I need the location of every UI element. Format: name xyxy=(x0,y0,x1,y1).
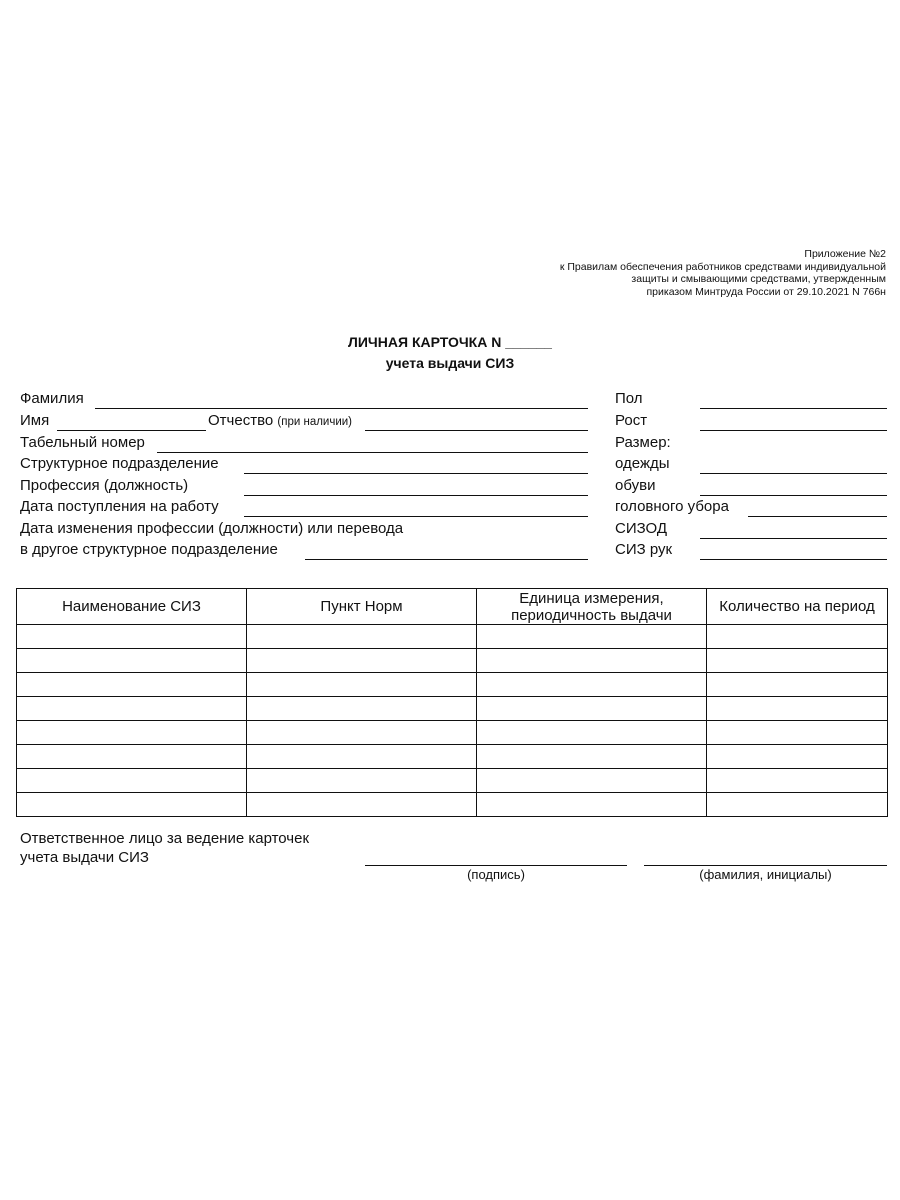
shoes-size-field[interactable] xyxy=(700,495,887,496)
table-cell[interactable] xyxy=(247,745,477,769)
size-label: Размер: xyxy=(615,434,671,451)
headwear-size-label: головного убора xyxy=(615,498,729,515)
table-cell[interactable] xyxy=(17,793,247,817)
appendix-note xyxy=(560,248,886,298)
table-cell[interactable] xyxy=(477,625,707,649)
table-cell[interactable] xyxy=(17,697,247,721)
table-cell[interactable] xyxy=(247,721,477,745)
table-cell[interactable] xyxy=(247,769,477,793)
column-header-unit-frequency: Единица измерения, периодичность выдачи xyxy=(477,589,707,625)
table-row xyxy=(17,625,888,649)
table-cell[interactable] xyxy=(707,721,888,745)
table-cell[interactable] xyxy=(17,721,247,745)
appendix-line-2: к Правилам обеспечения работников средствами индивидуальной xyxy=(559,260,886,273)
full-name-caption: (фамилия, инициалы) xyxy=(699,867,832,882)
table-row xyxy=(17,745,888,769)
hands-size-label: СИЗ рук xyxy=(615,541,673,558)
table-cell[interactable] xyxy=(247,673,477,697)
table-cell[interactable] xyxy=(707,673,888,697)
appendix-line-1: Приложение №2 xyxy=(804,248,886,260)
change-date-label-line-1: Дата изменения профессии (должности) или перевода xyxy=(20,520,404,537)
table-row xyxy=(17,697,888,721)
signature-caption: (подпись) xyxy=(467,867,525,882)
ppe-table xyxy=(16,588,888,817)
card-title: ЛИЧНАЯ КАРТОЧКА N ______ xyxy=(348,334,552,350)
table-cell[interactable] xyxy=(477,649,707,673)
name-field[interactable] xyxy=(57,430,206,431)
clothes-size-field[interactable] xyxy=(700,473,887,474)
column-header-ppe-name: Наименование СИЗ xyxy=(17,589,247,625)
respiratory-size-field[interactable] xyxy=(700,538,887,539)
table-cell[interactable] xyxy=(477,769,707,793)
table-cell[interactable] xyxy=(707,625,888,649)
table-cell[interactable] xyxy=(477,721,707,745)
surname-field[interactable] xyxy=(95,408,588,409)
responsible-label-line-1: Ответственное лицо за ведение карточек xyxy=(20,830,310,847)
department-label: Структурное подразделение xyxy=(20,455,219,472)
table-cell[interactable] xyxy=(707,649,888,673)
table-cell[interactable] xyxy=(17,649,247,673)
department-field[interactable] xyxy=(244,473,588,474)
shoes-size-label: обуви xyxy=(615,477,656,494)
hands-size-field[interactable] xyxy=(700,559,887,560)
patronymic-label xyxy=(208,412,352,431)
personnel-number-label: Табельный номер xyxy=(20,434,145,451)
table-cell[interactable] xyxy=(247,793,477,817)
hire-date-field[interactable] xyxy=(244,516,588,517)
full-name-field[interactable] xyxy=(644,865,887,866)
table-cell[interactable] xyxy=(17,625,247,649)
table-row xyxy=(17,769,888,793)
patronymic-field[interactable] xyxy=(365,430,588,431)
table-cell[interactable] xyxy=(17,769,247,793)
patronymic-note: (при наличии) xyxy=(277,416,353,428)
sex-label: Пол xyxy=(615,390,643,407)
card-subtitle: учета выдачи СИЗ xyxy=(385,355,515,371)
change-date-label-line-2: в другое структурное подразделение xyxy=(20,541,278,558)
table-cell[interactable] xyxy=(17,745,247,769)
clothes-size-label: одежды xyxy=(615,455,670,472)
patronymic-label-text: Отчество xyxy=(208,412,274,429)
table-row xyxy=(17,673,888,697)
name-label: Имя xyxy=(20,412,50,429)
personnel-number-field[interactable] xyxy=(157,452,588,453)
column-header-quantity: Количество на период xyxy=(707,589,888,625)
hire-date-label: Дата поступления на работу xyxy=(20,498,219,515)
table-cell[interactable] xyxy=(477,745,707,769)
surname-label: Фамилия xyxy=(20,390,84,407)
change-date-field[interactable] xyxy=(305,559,588,560)
responsible-label-line-2: учета выдачи СИЗ xyxy=(20,849,149,866)
table-cell[interactable] xyxy=(247,697,477,721)
table-row xyxy=(17,649,888,673)
appendix-line-4: приказом Минтруда России от 29.10.2021 N 766н xyxy=(646,285,886,298)
table-cell[interactable] xyxy=(477,793,707,817)
height-label: Рост xyxy=(615,412,648,429)
table-cell[interactable] xyxy=(707,793,888,817)
signature-field[interactable] xyxy=(365,865,627,866)
table-cell[interactable] xyxy=(707,745,888,769)
table-cell[interactable] xyxy=(477,673,707,697)
table-cell[interactable] xyxy=(707,697,888,721)
table-cell[interactable] xyxy=(477,697,707,721)
table-header-row xyxy=(17,589,888,625)
headwear-size-field[interactable] xyxy=(748,516,887,517)
table-cell[interactable] xyxy=(17,673,247,697)
table-row xyxy=(17,721,888,745)
sex-field[interactable] xyxy=(700,408,887,409)
height-field[interactable] xyxy=(700,430,887,431)
profession-field[interactable] xyxy=(244,495,588,496)
respiratory-size-label: СИЗОД xyxy=(615,520,668,537)
table-cell[interactable] xyxy=(707,769,888,793)
appendix-line-3: защиты и смывающими средствами, утвержденным xyxy=(631,273,886,285)
profession-label: Профессия (должность) xyxy=(20,477,189,494)
table-cell[interactable] xyxy=(247,649,477,673)
table-cell[interactable] xyxy=(247,625,477,649)
column-header-norm-item: Пункт Норм xyxy=(247,589,477,625)
table-row xyxy=(17,793,888,817)
